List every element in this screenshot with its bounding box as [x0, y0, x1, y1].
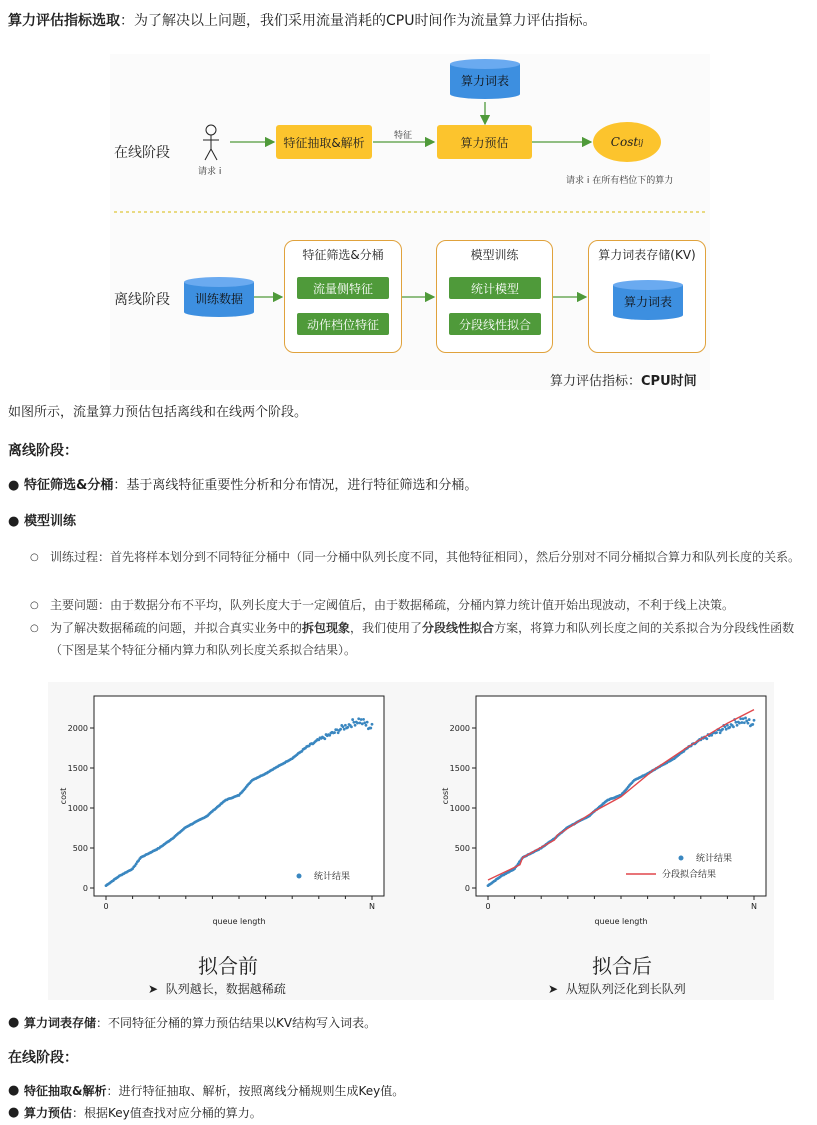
offline-bullet-1-bold: 特征筛选&分桶 [24, 478, 114, 493]
scatter-point [339, 728, 342, 731]
legend-label-line: 分段拟合结果 [662, 870, 717, 880]
sub-item-2 [30, 594, 810, 617]
legend-marker-scatter [679, 856, 684, 861]
intro-line [8, 10, 596, 32]
sub-item-3-mid: ，我们使用了 [350, 621, 423, 635]
offline-section-title: 离线阶段： [8, 443, 78, 459]
panel2-item-2: 分段线性拟合 [449, 313, 541, 335]
legend-label-scatter: 统计结果 [696, 854, 733, 864]
cost-label: Cost [610, 135, 639, 149]
person-label: 请求 i [198, 167, 222, 177]
dictionary-label-top: 算力词表 [460, 74, 509, 88]
bullet-dot: ● [8, 514, 20, 529]
y-tick-label: 1500 [67, 764, 88, 773]
cost-caption: 请求 i 在所有档位下的算力 [566, 176, 674, 186]
scatter-point [753, 719, 756, 722]
sub-item-1 [30, 546, 810, 569]
chart-after-caption: 拟合后 [592, 954, 652, 978]
panel1-item-1: 流量侧特征 [297, 277, 389, 299]
scatter-point [356, 722, 359, 725]
store-bullet-text: ：不同特征分桶的算力预估结果以KV结构写入词表。 [96, 1016, 377, 1030]
x-axis-label: queue length [594, 917, 648, 926]
charts-panel [48, 682, 774, 1000]
scatter-point [738, 722, 741, 725]
y-tick-label: 0 [464, 884, 470, 893]
scatter-point [751, 723, 754, 726]
panel3-title: 算力词表存储(KV) [598, 248, 696, 262]
dictionary-cylinder-bottom [589, 277, 707, 347]
scatter-point [748, 718, 751, 721]
scatter-point [350, 726, 353, 729]
y-tick-label: 1000 [449, 804, 470, 813]
scatter-point [747, 722, 750, 725]
sub-item-3-pre: 为了解决数据稀疏的问题，并拟合真实业务中的 [50, 621, 303, 635]
metric-value: CPU时间 [641, 374, 697, 389]
arrow-icon: ➤ [548, 982, 559, 996]
scatter-point [352, 721, 355, 724]
scatter-point [337, 731, 340, 734]
scatter-point [343, 728, 346, 731]
cost-circle [593, 122, 661, 162]
panel1-item-2: 动作档位特征 [297, 313, 389, 335]
scatter-point [357, 717, 360, 720]
y-tick-label: 1500 [449, 764, 470, 773]
dictionary-storage-panel [588, 240, 706, 353]
scatter-point [366, 721, 369, 724]
scatter-point [734, 721, 737, 724]
bullet-dot: ● [8, 1105, 20, 1120]
scatter-point [342, 725, 345, 728]
x-tick-label: 0 [485, 902, 491, 911]
scatter-point [728, 726, 731, 729]
scatter-point [361, 722, 364, 725]
scatter-point [344, 724, 347, 727]
y-tick-label: 2000 [449, 724, 470, 733]
scatter-point [725, 728, 728, 731]
scatter-point [371, 723, 374, 726]
sub-item-3-bold-2: 分段线性拟合 [422, 621, 495, 635]
sub-item-3-bold-1: 拆包现象 [302, 621, 351, 635]
store-bullet-bold: 算力词表存储 [24, 1016, 97, 1030]
online-bullet-2-bold: 算力预估 [24, 1106, 73, 1120]
y-tick-label: 0 [82, 884, 88, 893]
sub-item-2-text: 主要问题：由于数据分布不平均，队列长度大于一定阈值后，由于数据稀疏，分桶内算力统计值开始出现波动，不利于线上决策。 [50, 598, 735, 612]
legend-label-scatter: 统计结果 [314, 872, 351, 882]
online-bullet-1 [8, 1081, 404, 1101]
feature-extract-box: 特征抽取&解析 [276, 125, 372, 159]
chart-after-sub [548, 980, 686, 997]
scatter-point [323, 737, 326, 740]
sub-item-1-text: 训练过程：首先将样本划分到不同特征分桶中（同一分桶中队列长度不同，其他特征相同），然后分别对不同分桶拟合算力和队列长度的关系。 [50, 550, 801, 564]
y-axis-label: cost [441, 787, 450, 805]
scatter-point [360, 718, 363, 721]
chart-before-sub [148, 980, 286, 997]
online-section-title: 在线阶段： [8, 1050, 78, 1066]
scatter-point [721, 728, 724, 731]
online-bullet-2 [8, 1103, 262, 1123]
scatter-point [705, 737, 708, 740]
feature-arrow-label: 特征 [394, 131, 413, 141]
x-tick-label: N [369, 902, 375, 911]
y-tick-label: 2000 [67, 724, 88, 733]
sub-item-3-post: 方案，将算力和队列长度之间的关系拟合为分段线性函数（下图是某个特征分桶内算力和队列长度关系拟合结果）。 [50, 621, 795, 657]
chart-before-caption: 拟合前 [198, 954, 258, 978]
scatter-point [715, 731, 718, 734]
feature-bucket-panel [284, 240, 402, 353]
scatter-point [743, 721, 746, 724]
legend-marker-scatter [297, 874, 302, 879]
x-axis-label: queue length [212, 917, 266, 926]
intro-bold: 算力评估指标选取 [8, 13, 120, 29]
training-data-label: 训练数据 [194, 292, 243, 306]
y-tick-label: 500 [72, 844, 88, 853]
power-estimate-box: 算力预估 [437, 125, 532, 159]
offline-bullet-2-bold: 模型训练 [24, 514, 77, 529]
scatter-point [365, 724, 368, 727]
offline-bullet-1 [8, 476, 477, 496]
y-tick-label: 1000 [67, 804, 88, 813]
online-stage-label: 在线阶段 [114, 145, 170, 161]
panel3-dictionary-label: 算力词表 [623, 295, 672, 309]
online-bullet-1-text: ：进行特征抽取、解析，按照离线分桶规则生成Key值。 [106, 1084, 405, 1098]
online-bullet-2-text: ：根据Key值查找对应分桶的算力。 [72, 1106, 262, 1120]
chart-before-sub-text: 队列越长，数据越稀疏 [165, 982, 286, 996]
scatter-point [354, 724, 357, 727]
y-tick-label: 500 [454, 844, 470, 853]
scatter-point [736, 724, 739, 727]
scatter-point [363, 721, 366, 724]
x-tick-label: N [751, 902, 757, 911]
scatter-point [732, 726, 735, 729]
panel1-title: 特征筛选&分桶 [302, 248, 384, 262]
scatter-point [346, 726, 349, 729]
chart-after [436, 688, 776, 928]
online-bullet-1-bold: 特征抽取&解析 [24, 1084, 107, 1098]
panel2-title: 模型训练 [470, 248, 519, 262]
scatter-point [719, 731, 722, 734]
store-bullet [8, 1013, 376, 1033]
cost-subscript: ij [638, 137, 644, 147]
metric-line [550, 370, 697, 389]
scatter-point [744, 717, 747, 720]
y-axis-label: cost [59, 787, 68, 805]
arrow-icon: ➤ [148, 982, 159, 996]
scatter-point [369, 727, 372, 730]
bullet-dot: ● [8, 1015, 20, 1030]
intro-text: ：为了解决以上问题，我们采用流量消耗的CPU时间作为流量算力评估指标。 [120, 13, 597, 29]
scatter-point [333, 731, 336, 734]
metric-prefix: 算力评估指标： [550, 374, 642, 389]
bullet-dot: ● [8, 1083, 20, 1098]
scatter-point [359, 722, 362, 725]
sub-bullet-circle: ○ [30, 623, 39, 634]
bullet-dot: ● [8, 478, 20, 493]
sub-item-3 [30, 617, 810, 661]
offline-bullet-1-text: ：基于离线特征重要性分析和分布情况，进行特征筛选和分桶。 [113, 478, 478, 493]
panel2-item-1: 统计模型 [449, 277, 541, 299]
chart-before [54, 688, 394, 928]
sub-bullet-circle: ○ [30, 600, 39, 611]
paragraph-overview: 如图所示，流量算力预估包括离线和在线两个阶段。 [8, 405, 308, 420]
scatter-point [351, 718, 354, 721]
scatter-point [742, 717, 745, 720]
sub-bullet-circle: ○ [30, 552, 39, 563]
architecture-diagram [110, 54, 710, 390]
chart-after-sub-text: 从短队列泛化到长队列 [565, 982, 686, 996]
offline-bullet-2 [8, 512, 76, 532]
online-title-text: 在线阶段 [8, 1050, 64, 1066]
person-icon [203, 125, 219, 160]
offline-title-text: 离线阶段 [8, 443, 64, 459]
scatter-point [741, 721, 744, 724]
x-tick-label: 0 [103, 902, 109, 911]
model-training-panel [436, 240, 553, 353]
scatter-point [739, 717, 742, 720]
scatter-point [336, 728, 339, 731]
offline-stage-label: 离线阶段 [114, 292, 170, 308]
scatter-point [362, 718, 365, 721]
